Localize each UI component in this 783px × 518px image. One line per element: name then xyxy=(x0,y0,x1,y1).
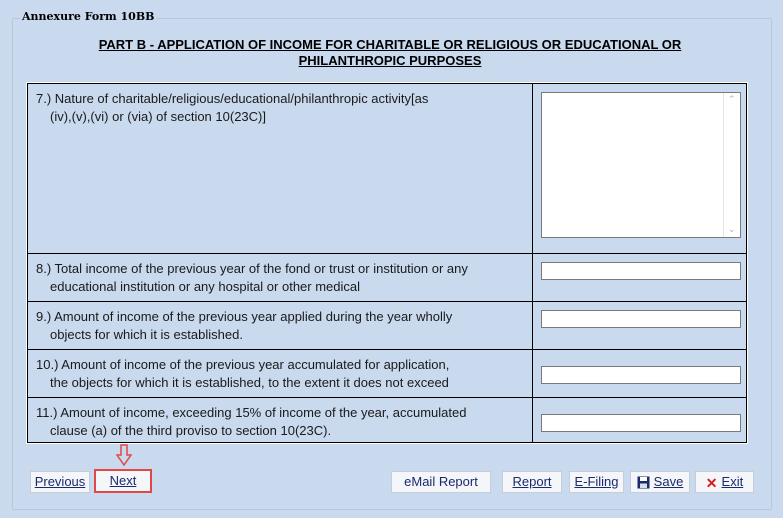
row-8-label xyxy=(28,254,533,301)
row-11-label-line1: 11.) Amount of income, exceeding 15% of income of the year, accumulated xyxy=(36,405,467,420)
report-button-label: Report xyxy=(512,474,552,489)
exit-button[interactable] xyxy=(695,471,754,493)
income-exceeding-field[interactable] xyxy=(541,414,741,432)
activity-nature-textarea[interactable] xyxy=(541,92,741,238)
row-9-label xyxy=(28,302,533,349)
total-income-field[interactable] xyxy=(541,262,741,280)
email-report-button[interactable] xyxy=(391,471,491,493)
row-7-label xyxy=(28,84,533,253)
row-11-label-line2: clause (a) of the third proviso to section 10(23C). xyxy=(50,423,332,438)
row-9-label-line1: 9.) Amount of income of the previous year applied during the year wholly xyxy=(36,309,453,324)
form-grid xyxy=(26,82,748,444)
report-button[interactable] xyxy=(502,471,562,493)
row-10-label-line1: 10.) Amount of income of the previous year accumulated for application, xyxy=(36,357,450,372)
down-arrow-icon xyxy=(116,444,132,466)
form-legend: Annexure Form 10BB xyxy=(22,10,155,23)
previous-button[interactable] xyxy=(30,471,90,493)
scroll-up-icon[interactable]: ⌃ xyxy=(728,95,736,105)
form-row-10 xyxy=(27,349,747,397)
row-9-label-line2: objects for which it is established. xyxy=(50,327,243,342)
next-button-label: Next xyxy=(109,473,137,488)
form-row-11 xyxy=(27,397,747,443)
income-accumulated-field[interactable] xyxy=(541,366,741,384)
save-icon xyxy=(637,476,650,489)
title-line-2: PHILANTHROPIC PURPOSES xyxy=(298,53,482,68)
page-title xyxy=(40,37,740,69)
efiling-button[interactable] xyxy=(569,471,624,493)
row-10-label xyxy=(28,350,533,397)
income-applied-field[interactable] xyxy=(541,310,741,328)
row-11-label xyxy=(28,398,533,442)
efiling-button-label: E-Filing xyxy=(574,474,619,489)
form-row-9 xyxy=(27,301,747,349)
exit-button-label: Exit xyxy=(721,474,744,489)
previous-button-label: Previous xyxy=(34,474,86,489)
close-icon: ✕ xyxy=(705,474,718,491)
save-button-label: Save xyxy=(653,474,684,489)
textarea-scrollbar[interactable] xyxy=(723,93,740,237)
save-button[interactable] xyxy=(630,471,690,493)
form-row-8 xyxy=(27,253,747,301)
next-button[interactable] xyxy=(94,469,152,493)
row-8-label-line1: 8.) Total income of the previous year of the fond or trust or institution or any xyxy=(36,261,468,276)
row-7-label-line1: 7.) Nature of charitable/religious/educational/philanthropic activity[as xyxy=(36,91,429,106)
scroll-down-icon[interactable]: ⌄ xyxy=(728,225,736,235)
row-8-label-line2: educational institution or any hospital or other medical xyxy=(50,279,361,294)
email-report-label: eMail Report xyxy=(404,474,478,489)
row-7-label-line2: (iv),(v),(vi) or (via) of section 10(23C)] xyxy=(50,109,266,124)
row-10-label-line2: the objects for which it is established, to the extent it does not exceed xyxy=(50,375,449,390)
form-row-7 xyxy=(27,83,747,253)
title-line-1: PART B - APPLICATION OF INCOME FOR CHARITABLE OR RELIGIOUS OR EDUCATIONAL OR xyxy=(98,37,682,52)
